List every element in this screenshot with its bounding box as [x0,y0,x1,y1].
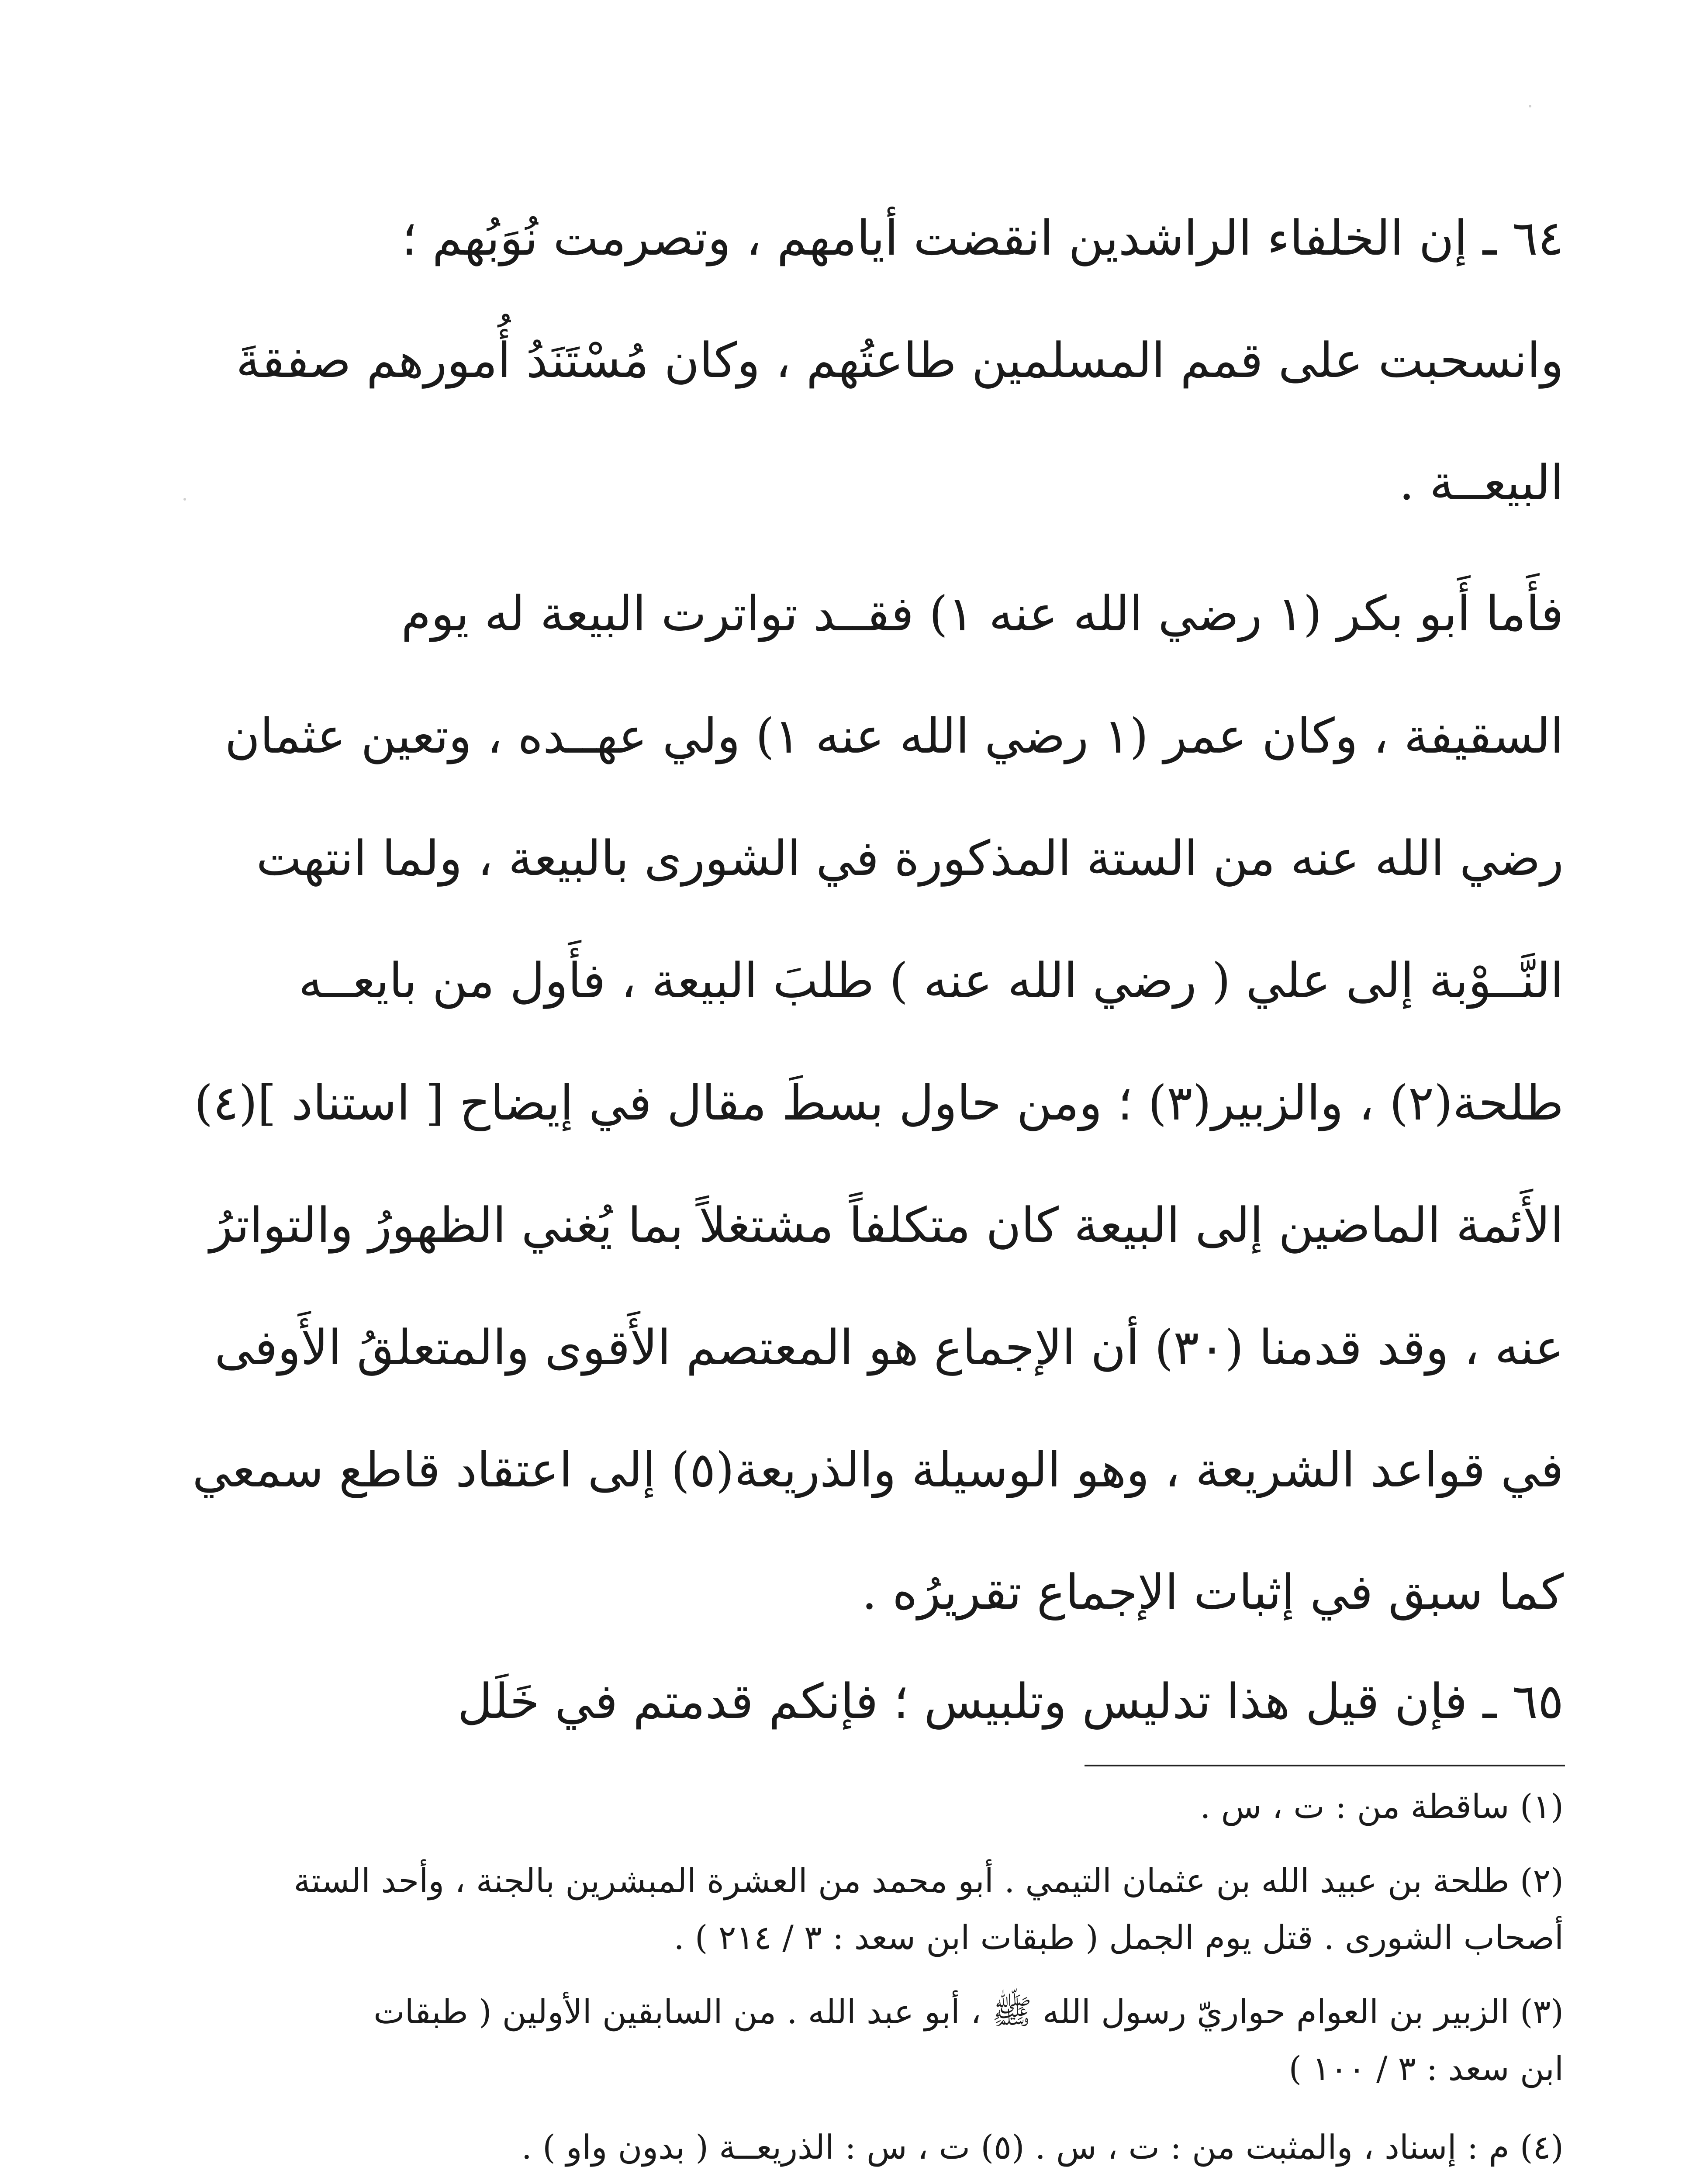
footnote-1: (١) ساقطة من : ت ، س . [1200,1787,1564,1826]
scan-speckle [1310,1721,1313,1724]
text-line: ٦٤ ـ إن الخلفاء الراشدين انقضت أيامهم ، وتصرمت نُوَبُهم ؛ [401,210,1564,266]
text-line: السقيفة ، وكان عمر (١ رضي الله عنه ١) ولي عهــده ، وتعين عثمان [225,708,1564,764]
text-line: في قواعد الشريعة ، وهو الوسيلة والذريعة(٥) إلى اعتقاد قاطع سمعي [192,1442,1564,1498]
text-line: وانسحبت على قمم المسلمين طاعتُهم ، وكان مُسْتَنَدُ أُمورهم صفقةَ [236,332,1564,388]
scan-speckle [183,498,186,501]
text-line: طلحة(٢) ، والزبير(٣) ؛ ومن حاول بسطَ مقال في إيضاح [ استناد ](٤) [194,1075,1564,1131]
footnote-4-5: (٤) م : إسناد ، والمثبت من : ت ، س . (٥) ت ، س : الذريعــة ( بدون واو ) . [521,2128,1564,2167]
text-line: كما سبق في إثبات الإجماع تقريرُه . [862,1564,1564,1620]
text-line: عنه ، وقد قدمنا (٣٠) أن الإجماع هو المعتصم الأَقوى والمتعلقُ الأَوفى [214,1320,1564,1375]
text-line: البيعــة . [1399,455,1564,511]
text-line: النَّــوْبة إلى علي ( رضي الله عنه ) طلبَ البيعة ، فأَول من بايعــه [298,953,1564,1009]
footnote-divider [1085,1765,1565,1766]
footnote-2: (٢) طلحة بن عبيد الله بن عثمان التيمي . أبو محمد من العشرة المبشرين بالجنة ، وأحد الستة [294,1861,1564,1900]
text-line: فأَما أَبو بكر (١ رضي الله عنه ١) فقــد تواترت البيعة له يوم [401,586,1564,642]
footnote-3: (٣) الزبير بن العوام حواريّ رسول الله ﷺ ، أبو عبد الله . من السابقين الأولين ( طبقات [373,1992,1564,2031]
scan-speckle [1529,105,1531,107]
text-line: الأَئمة الماضين إلى البيعة كان متكلفاً مشتغلاً بما يُغني الظهورُ والتواترُ [209,1197,1564,1253]
footnote-3-continued: ابن سعد : ٣ / ١٠٠ ) [1288,2049,1564,2088]
text-line: ٦٥ ـ فإن قيل هذا تدليس وتلبيس ؛ فإنكم قدمتم في خَلَل [457,1673,1564,1729]
text-line: رضي الله عنه من الستة المذكورة في الشورى بالبيعة ، ولما انتهت [256,830,1564,886]
footnote-2-continued: أصحاب الشورى . قتل يوم الجمل ( طبقات ابن سعد : ٣ / ٢١٤ ) . [674,1918,1564,1957]
